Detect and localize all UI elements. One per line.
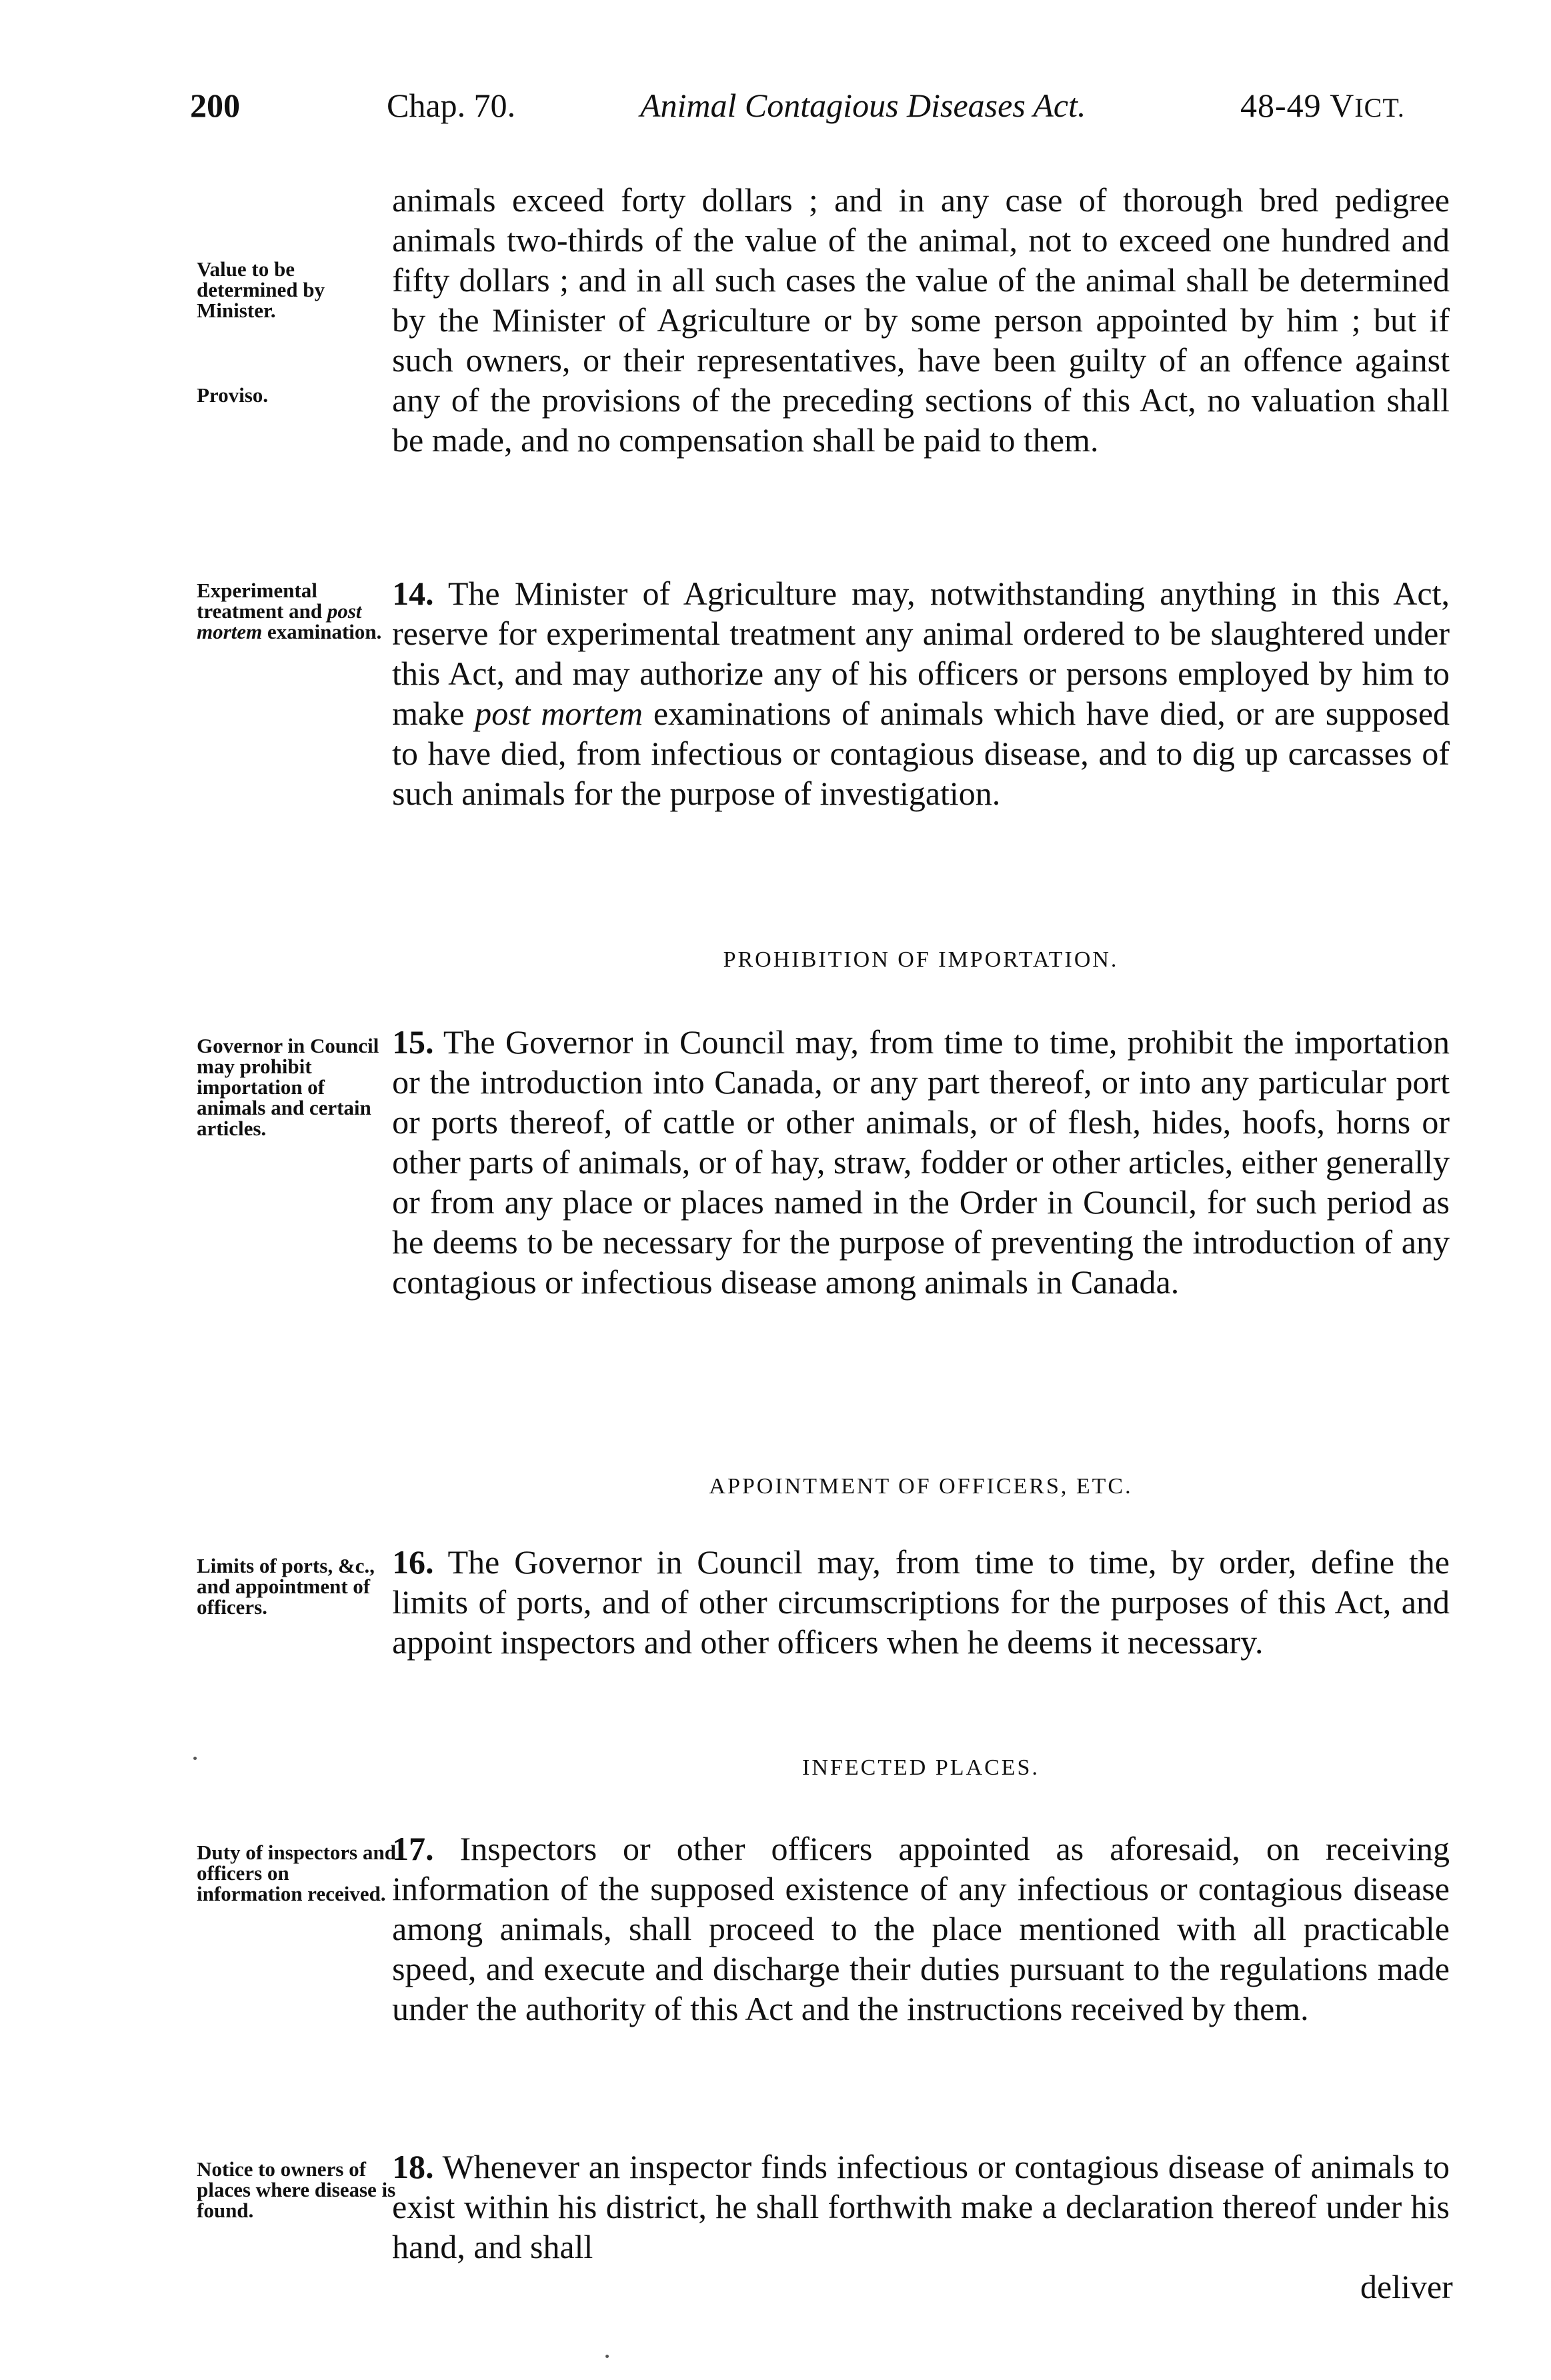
margin-note-experimental-a: Experimental treatment and <box>197 579 322 623</box>
heading-infected: INFECTED PLACES. <box>802 1755 1040 1780</box>
margin-note-governor: Governor in Council may prohibit importation of animals and certain articles. <box>197 1034 379 1140</box>
margin-note-limits: Limits of ports, &c., and appointment of officers. <box>197 1554 375 1619</box>
section-15-number: 15. <box>392 1023 434 1061</box>
margin-note-notice: Notice to owners of places where disease is found. <box>197 2157 396 2222</box>
section-18 <box>392 2147 1450 2267</box>
margin-note-experimental-b: post mortem <box>197 599 362 643</box>
section-14-text-a: The Minister of Agriculture may, notwithstanding anything in this Act, reserve for experimental treatment any animal ordered to be slaughtered under this Act, and may authorize any of his officers or persons employed by him to make <box>392 575 1450 732</box>
catchword: deliver <box>1360 2268 1453 2305</box>
section-18-number: 18. <box>392 2148 434 2185</box>
margin-note-experimental <box>197 580 397 642</box>
section-16-text: The Governor in Council may, from time to time, by order, define the limits of ports, and of other circumscriptions for the purposes of this Act, and appoint inspectors and other officers when he deems it necessary. <box>392 1543 1450 1661</box>
ink-speck <box>605 2355 609 2358</box>
act-title: Animal Contagious Diseases Act. <box>640 87 1086 124</box>
heading-appointment: APPOINTMENT OF OFFICERS, ETC. <box>709 1474 1133 1499</box>
page-number: 200 <box>190 87 240 124</box>
section-17 <box>392 1829 1450 2029</box>
section-13-continuation: animals exceed forty dollars ; and in any case of thorough bred pedigree animals two-thirds of the value of the animal, not to exceed one hundred and fifty dollars ; and in all such cases the value of the animal shall be determined by the Minister of Agriculture or by some person appointed by him ; but if such owners, or their representatives, have been guilty of an offence against any of the provisions of the preceding sections of this Act, no valuation shall be made, and no compensation shall be paid to them. <box>392 181 1450 459</box>
section-17-number: 17. <box>392 1830 434 1867</box>
section-14-italic: post mortem <box>475 695 643 732</box>
section-16-number: 16. <box>392 1543 434 1581</box>
margin-note-duty: Duty of inspectors and officers on information received. <box>197 1841 396 1905</box>
regnal-year-prefix: 48-49 V <box>1240 87 1355 124</box>
ink-speck <box>193 1757 197 1760</box>
section-18-text: Whenever an inspector finds infectious or contagious disease of animals to exist within his district, he shall forthwith make a declaration thereof under his hand, and shall <box>392 2148 1450 2265</box>
heading-prohibition: PROHIBITION OF IMPORTATION. <box>723 947 1119 972</box>
regnal-year-suffix: ICT. <box>1354 93 1405 123</box>
section-15-text: The Governor in Council may, from time to time, prohibit the importation or the introduction into Canada, or any part thereof, or into any particular port or ports thereof, of cattle or other animals, or of flesh, hides, hoofs, horns or other parts of animals, or of hay, straw, fodder or other articles, either generally or from any place or places named in the Order in Council, for such period as he deems to be necessary for the purpose of preventing the introduction of any contagious or infectious disease among animals in Canada. <box>392 1023 1450 1301</box>
margin-note-experimental-c: examination. <box>267 620 382 643</box>
section-17-text: Inspectors or other officers appointed as aforesaid, on receiving information of the supposed existence of any infectious or contagious disease among animals, shall proceed to the place mentioned with all practicable speed, and execute and discharge their duties pursuant to the regulations made under the authority of this Act and the instructions received by them. <box>392 1830 1450 2027</box>
chapter-label: Chap. 70. <box>387 87 516 124</box>
section-14-text-b: examinations of animals which have died, or are supposed to have died, from infectious or contagious disease, and to dig up carcasses of such animals for the purpose of investigation. <box>392 695 1450 812</box>
margin-note-proviso: Proviso. <box>197 383 269 407</box>
section-14-number: 14. <box>392 575 434 612</box>
section-16 <box>392 1542 1450 1662</box>
margin-note-value: Value to be determined by Minister. <box>197 257 325 322</box>
section-14 <box>392 573 1450 813</box>
section-15 <box>392 1022 1450 1302</box>
regnal-year <box>1240 85 1405 128</box>
